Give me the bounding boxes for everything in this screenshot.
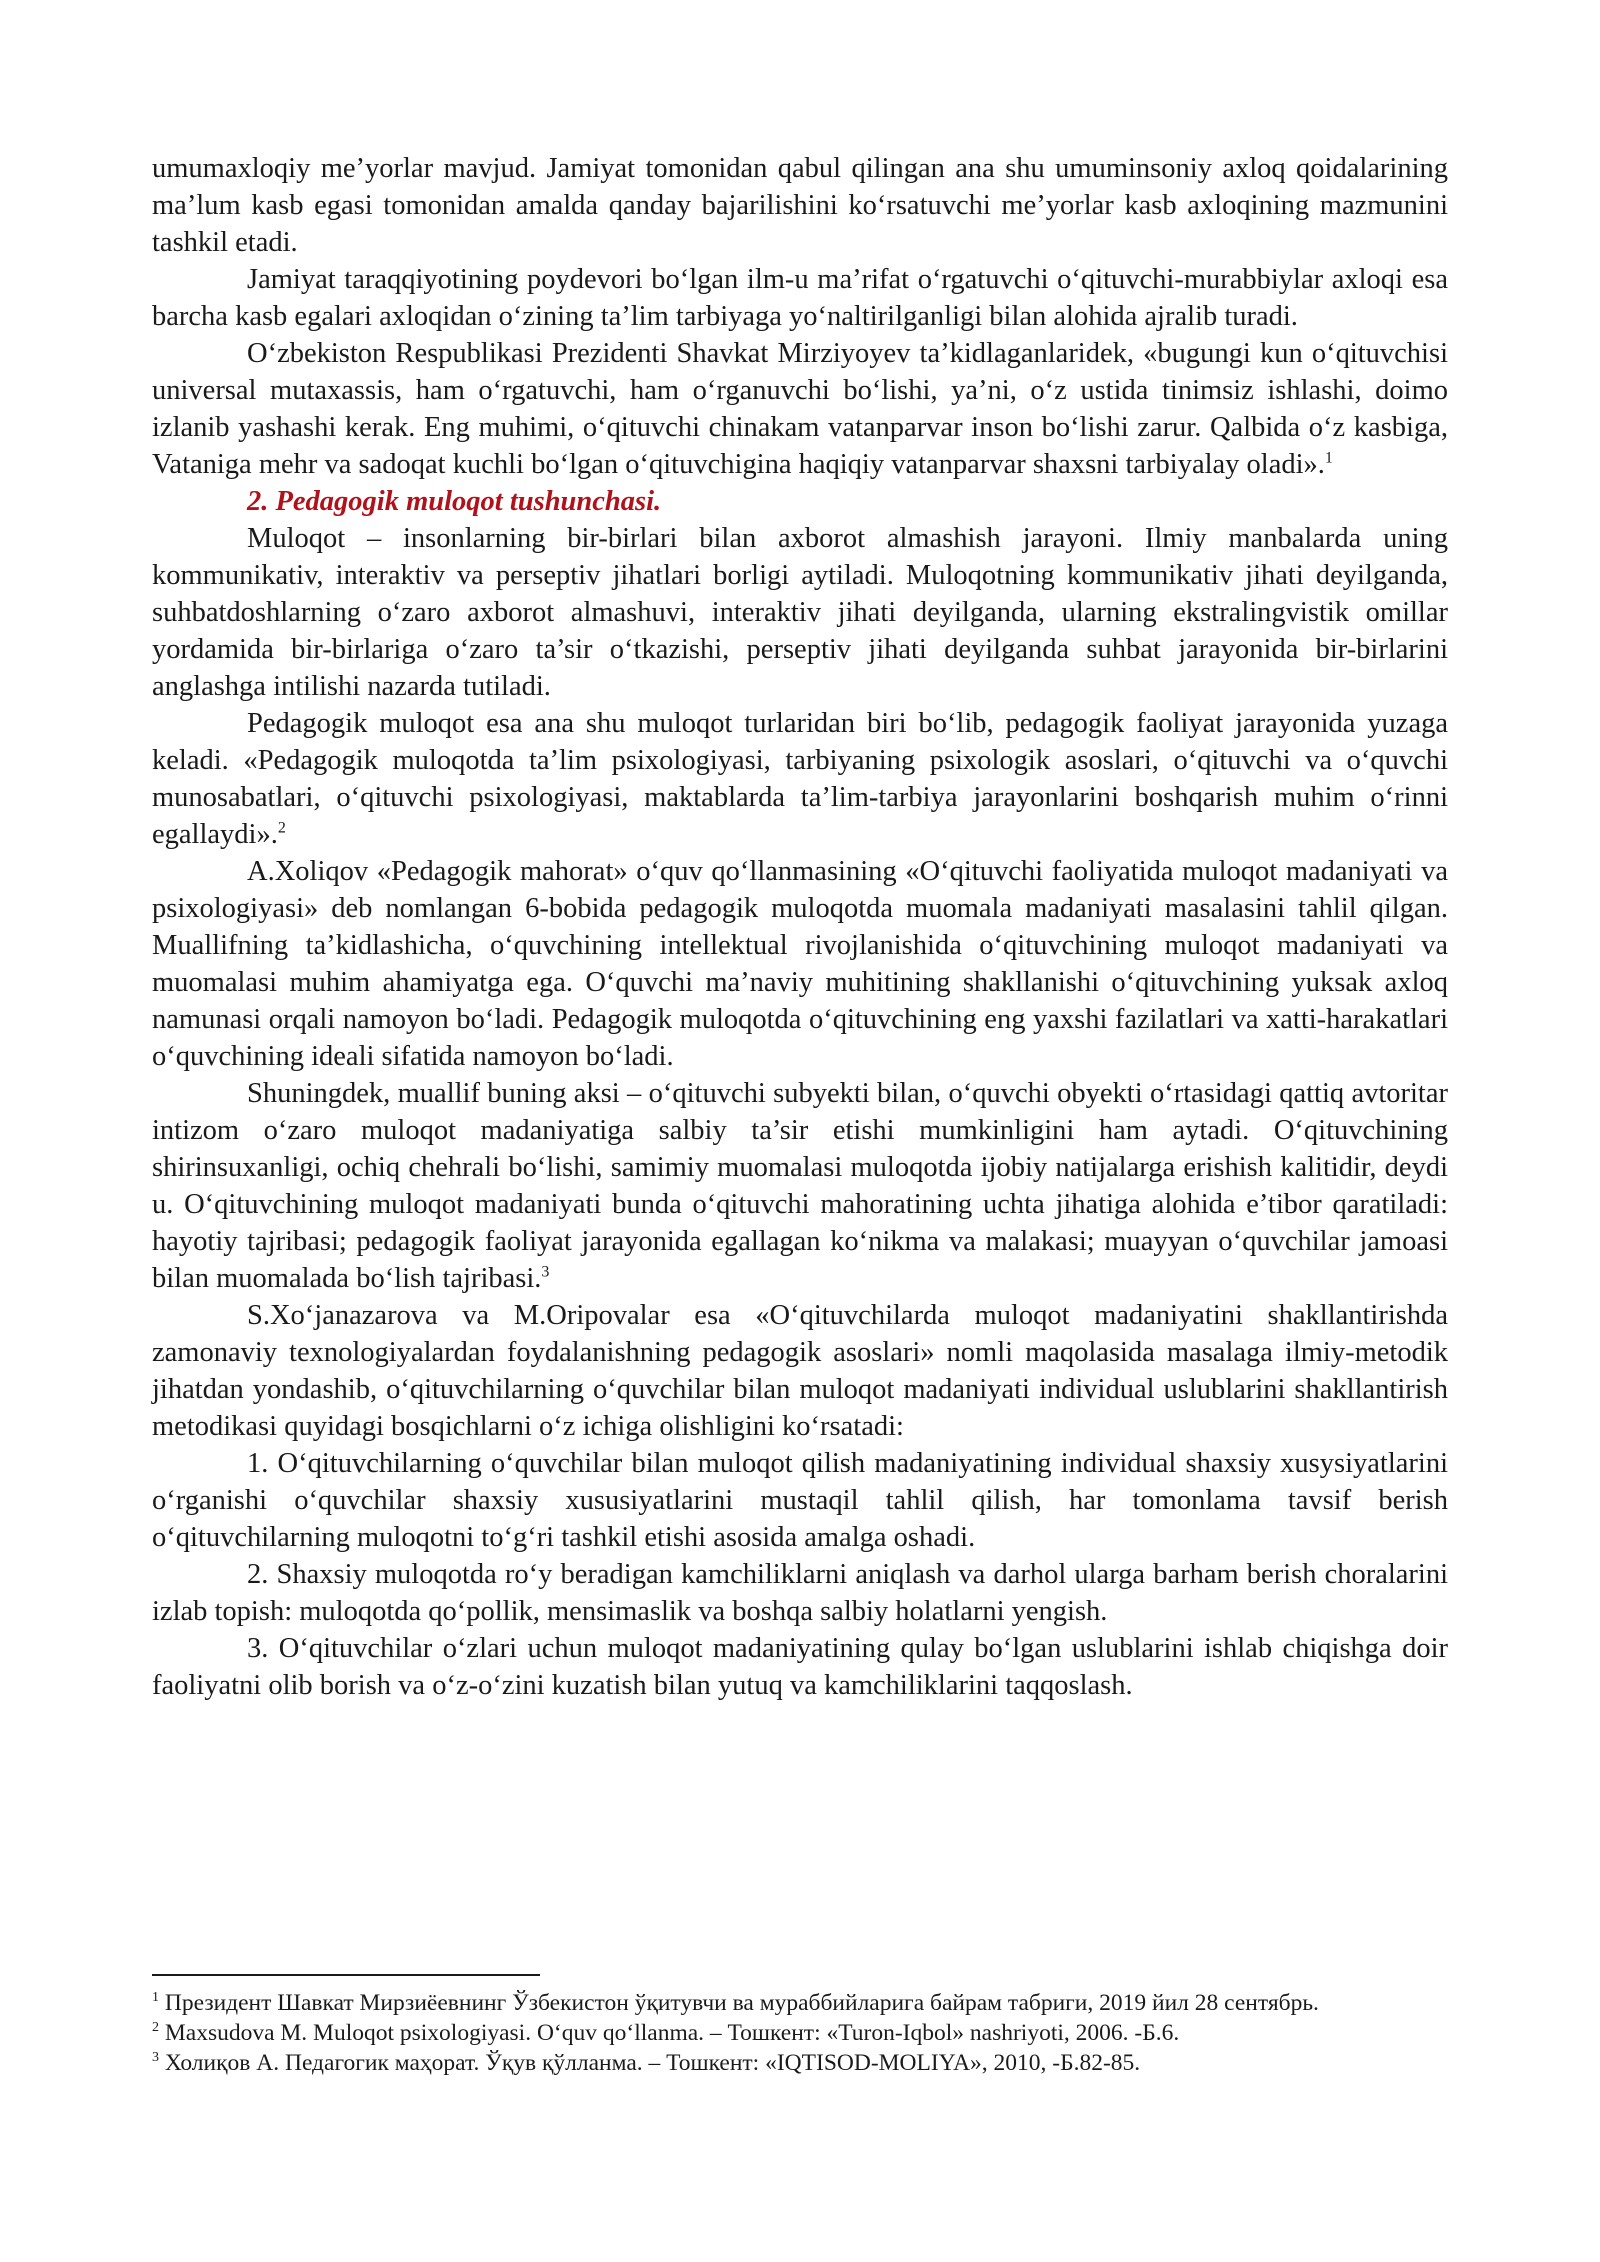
footnote-ref-3: 3	[541, 1263, 550, 1281]
paragraph-0: umumaxloqiy me’yorlar mavjud. Jamiyat tomonidan qabul qilingan ana shu umuminsoniy axloq qoidalarining ma’lum kasb egasi tomonidan amalda qanday bajarilishini ko‘rsatuvchi me’yorlar kasb axloqining mazmunini tashkil etadi.	[152, 153, 1448, 258]
paragraph-4: Pedagogik muloqot esa ana shu muloqot turlaridan biri bo‘lib, pedagogik faoliyat jarayonida yuzaga keladi. «Pedagogik muloqotda ta’lim psixologiyasi, tarbiyaning psixologik asoslari, o‘qituvchi va o‘quvchi munosabatlari, o‘qituvchi psixologiyasi, maktablarda ta’lim-tarbiya jarayonlarini boshqarish muhim o‘rinni egallaydi».$^2$	[152, 708, 1448, 850]
footnote-ref-1: 1	[1324, 449, 1333, 467]
document-body	[152, 150, 1448, 1704]
list-item-3: 3. O‘qituvchilar o‘zlari uchun muloqot madaniyatining qulay bo‘lgan uslublarini ishlab chiqishga doir faoliyatni olib borish va o‘z-o‘zini kuzatish bilan yutuq va kamchiliklarini taqqoslash.	[152, 1633, 1448, 1701]
footnotes	[152, 1988, 1448, 2078]
paragraph-1: Jamiyat taraqqiyotining poydevori bo‘lgan ilm-u ma’rifat o‘rgatuvchi o‘qituvchi-murabbiylar axloqi esa barcha kasb egalari axloqidan o‘zining ta’lim tarbiyaga yo‘naltirilganligi bilan alohida ajralib turadi.	[152, 264, 1448, 332]
paragraph-5: A.Xoliqov «Pedagogik mahorat» o‘quv qo‘llanmasining «O‘qituvchi faoliyatida muloqot madaniyati va psixologiyasi» deb nomlangan 6-bobida pedagogik muloqotda muomala madaniyati masalasini tahlil qilgan. Muallifning ta’kidlashicha, o‘quvchining intellektual rivojlanishida o‘qituvchining muloqot madaniyati va muomalasi muhim ahamiyatga ega. O‘quvchi ma’naviy muhitining shakllanishi o‘qituvchining yuksak axloq namunasi orqali namoyon bo‘ladi. Pedagogik muloqotda o‘qituvchining eng yaxshi fazilatlari va xatti-harakatlari o‘quvchining ideali sifatida namoyon bo‘ladi.	[152, 856, 1448, 1072]
list-item-2: 2. Shaxsiy muloqotda ro‘y beradigan kamchiliklarni aniqlash va darhol ularga barham berish choralarini izlab topish: muloqotda qo‘pollik, mensimaslik va boshqa salbiy holatlarni yengish.	[152, 1559, 1448, 1627]
footnote-ref-2: 2	[277, 819, 286, 837]
paragraph-7: S.Xo‘janazarova va M.Oripovalar esa «O‘qituvchilarda muloqot madaniyatini shakllantirishda zamonaviy texnologiyalardan foydalanishning pedagogik asoslari» nomli maqolasida masalaga ilmiy-metodik jihatdan yondashib, o‘qituvchilarning o‘quvchilar bilan muloqot madaniyati individual uslublarini shakllantirish metodikasi quyidagi bosqichlarni o‘z ichiga olishligini ko‘rsatadi:	[152, 1300, 1448, 1442]
section-heading: 2. Pedagogik muloqot tushunchasi.	[247, 486, 662, 517]
paragraph-3: Muloqot – insonlarning bir-birlari bilan axborot almashish jarayoni. Ilmiy manbalarda uning kommunikativ, interaktiv va perseptiv jihatlari borligi aytiladi. Muloqotning kommunikativ jihati deyilganda, suhbatdoshlarning o‘zaro axborot almashuvi, interaktiv jihati deyilganda, ularning ekstralingvistik omillar yordamida bir-birlariga o‘zaro ta’sir o‘tkazishi, perseptiv jihati deyilganda suhbat jarayonida bir-birlarini anglashga intilishi nazarda tutiladi.	[152, 523, 1448, 702]
list-item-1: 1. O‘qituvchilarning o‘quvchilar bilan muloqot qilish madaniyatining individual shaxsiy xusysiyatlarini o‘rganishi o‘quvchilar shaxsiy xususiyatlarini mustaqil tahlil qilish, har tomonlama tavsif berish o‘qituvchilarning muloqotni to‘g‘ri tashkil etishi asosida amalga oshadi.	[152, 1448, 1448, 1553]
footnote-1: $^1$ Президент Шавкат Мирзиёевнинг Ўзбекистон ўқитувчи ва мураббийларига байрам табриги, 2019 йил 28 сентябрь.	[152, 1990, 1319, 2016]
paragraph-6: Shuningdek, muallif buning aksi – o‘qituvchi subyekti bilan, o‘quvchi obyekti o‘rtasidagi qattiq avtoritar intizom o‘zaro muloqot madaniyatiga salbiy ta’sir etishi mumkinligini ham aytadi. O‘qituvchining shirinsuxanligi, ochiq chehrali bo‘lishi, samimiy muomalasi muloqotda ijobiy natijalarga erishish kalitidir, deydi u. O‘qituvchining muloqot madaniyati bunda o‘qituvchi mahoratining uchta jihatiga alohida e’tibor qaratiladi: hayotiy tajribasi; pedagogik faoliyat jarayonida egallagan ko‘nikma va malakasi; muayyan o‘quvchilar jamoasi bilan muomalada bo‘lish tajribasi.$^3$	[152, 1078, 1448, 1294]
footnote-2: $^2$ Maxsudova M. Muloqot psixologiyasi. O‘quv qo‘llanma. – Тошкент: «Turon-Iqbol» nashriyoti, 2006. -Б.6.	[152, 2020, 1180, 2046]
footnote-3: $^3$ Холиқов А. Педагогик маҳорат. Ўқув қўлланма. – Тошкент: «IQTISOD-MOLIYA», 2010, -Б.82-85.	[152, 2050, 1141, 2076]
paragraph-2: O‘zbekiston Respublikasi Prezidenti Shavkat Mirziyoyev ta’kidlaganlaridek, «bugungi kun o‘qituvchisi universal mutaxassis, ham o‘rgatuvchi, ham o‘rganuvchi bo‘lishi, ya’ni, o‘z ustida tinimsiz ishlashi, doimo izlanib yashashi kerak. Eng muhimi, o‘qituvchi chinakam vatanparvar inson bo‘lishi zarur. Qalbida o‘z kasbiga, Vataniga mehr va sadoqat kuchli bo‘lgan o‘qituvchigina haqiqiy vatanparvar shaxsni tarbiyalay oladi».$^1$	[152, 338, 1448, 480]
footnote-divider	[152, 1974, 540, 1976]
